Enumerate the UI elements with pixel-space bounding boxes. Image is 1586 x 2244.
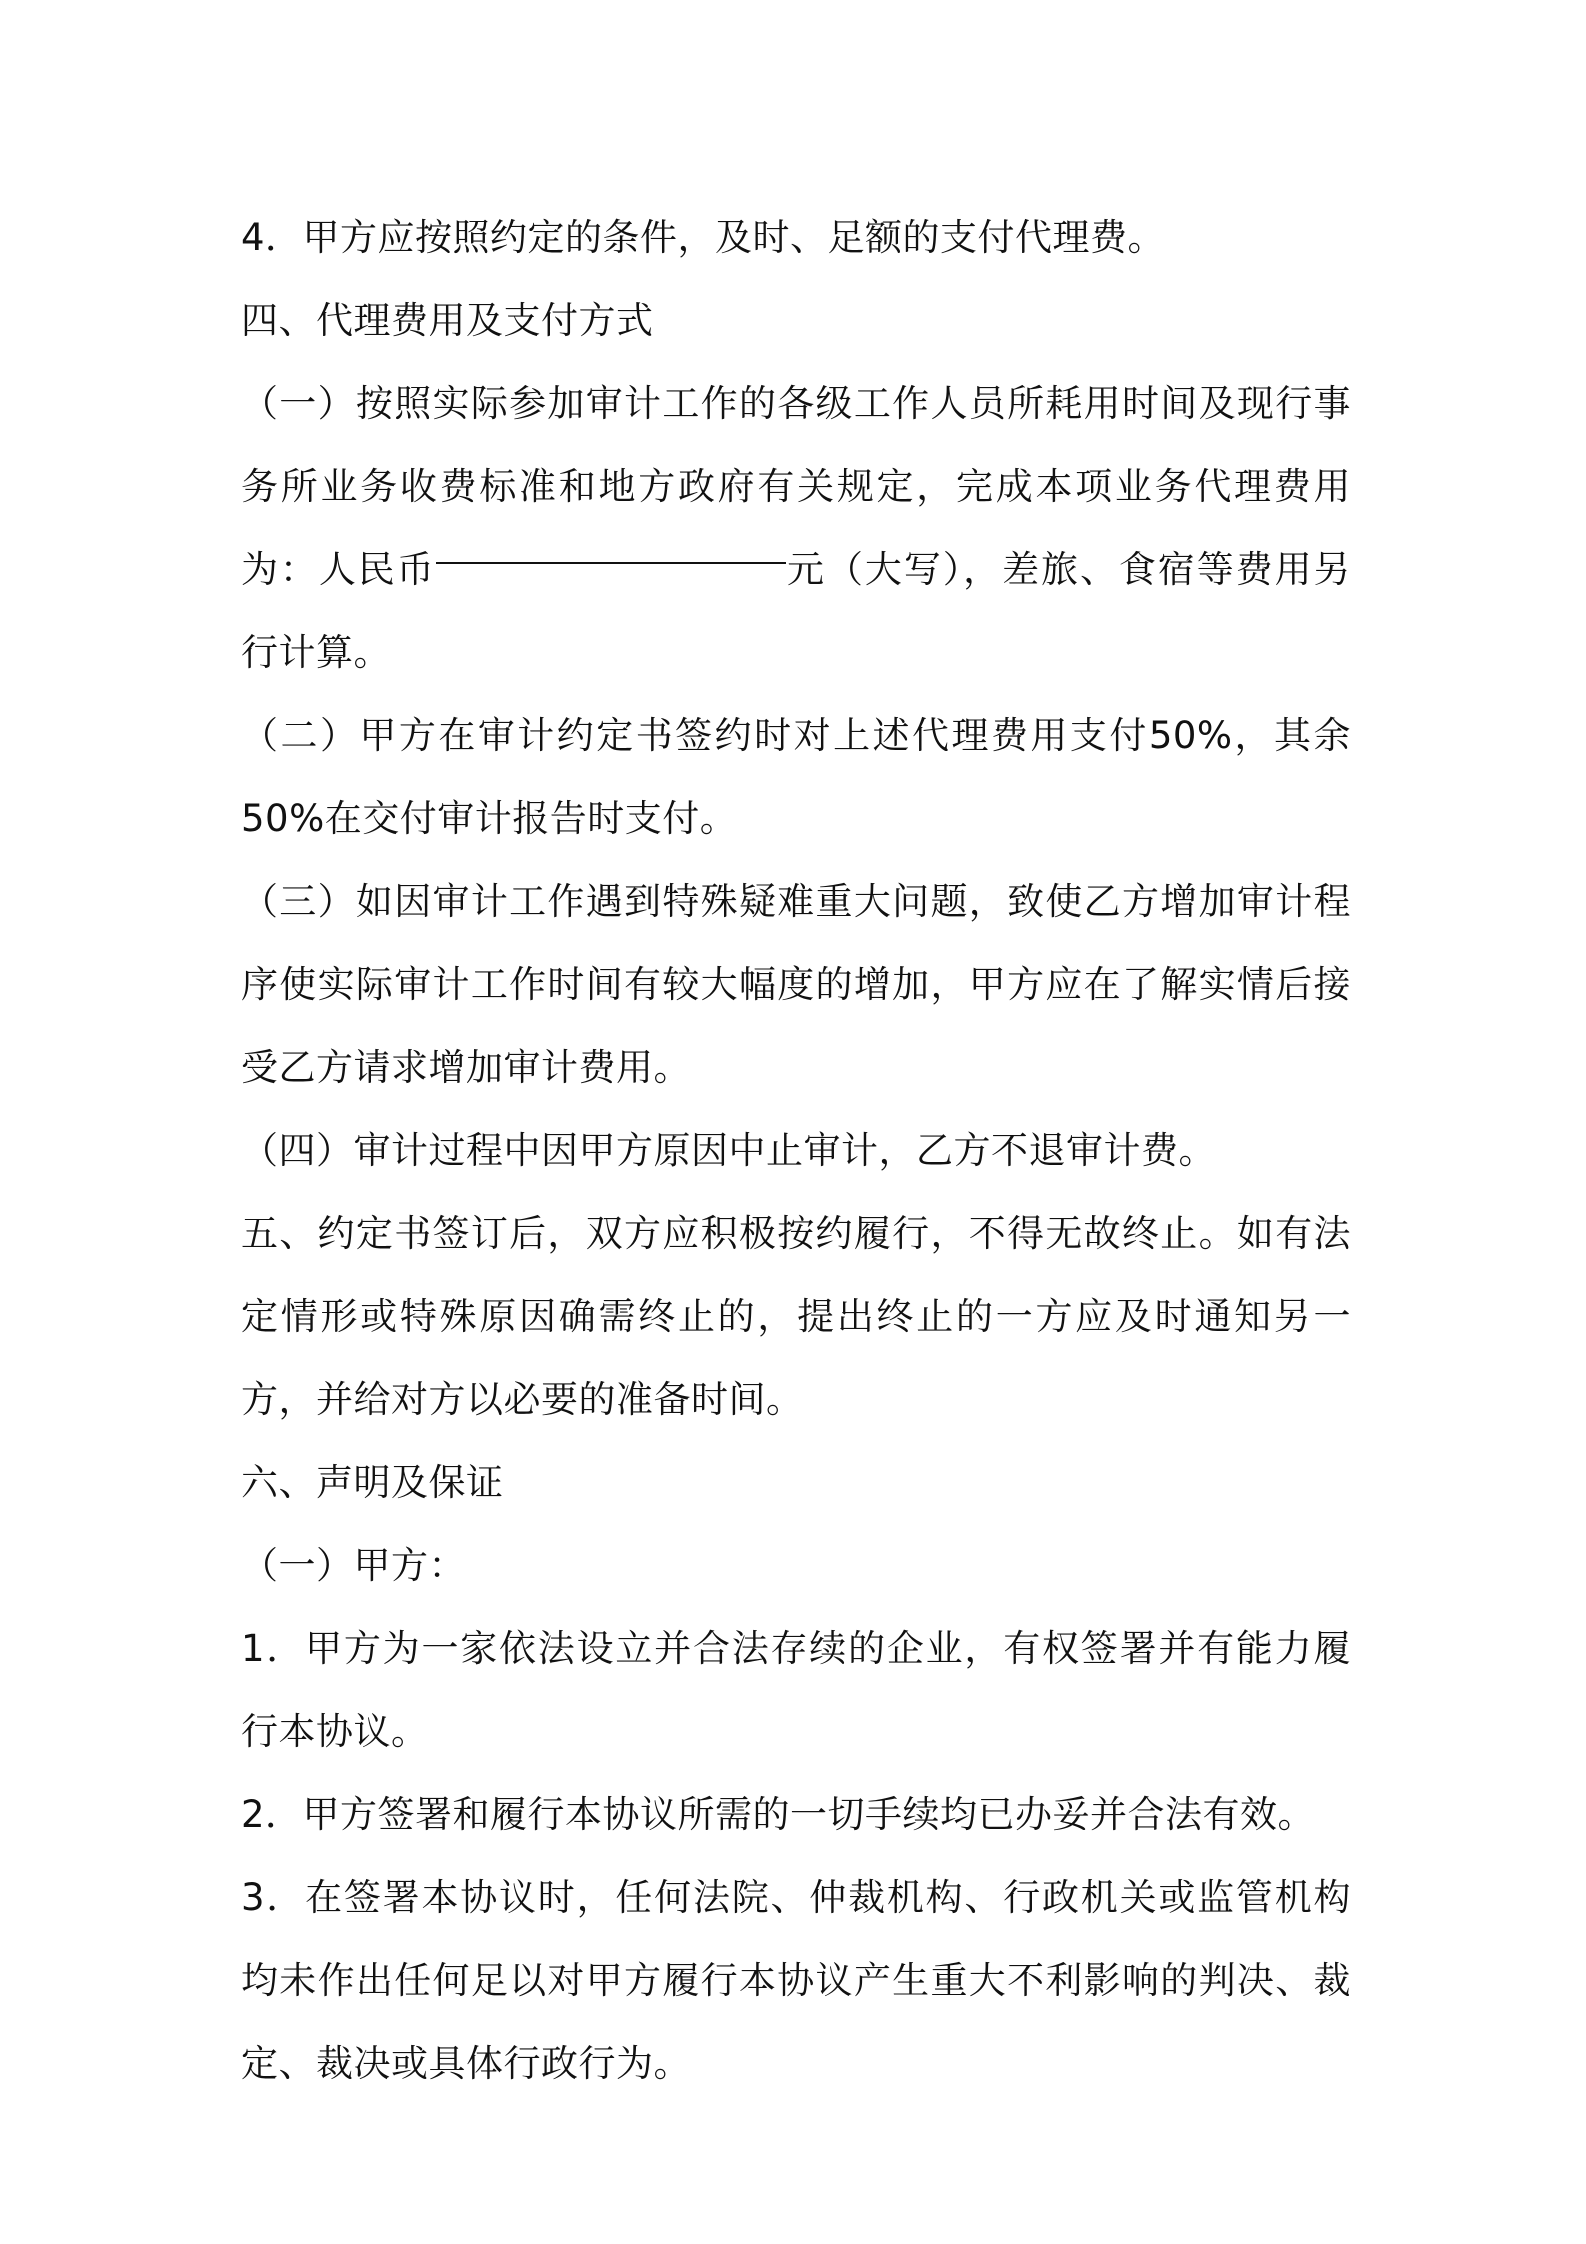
clause-fee-amount: [241, 362, 1351, 694]
section-6-heading: 六、声明及保证: [241, 1461, 504, 1504]
clause-additional-fee: （三）如因审计工作遇到特殊疑难重大问题，致使乙方增加审计程序使实际审计工作时间有较大幅度的增加，甲方应在了解实情后接受乙方请求增加审计费用。: [241, 880, 1351, 1089]
clause-no-refund: （四）审计过程中因甲方原因中止审计，乙方不退审计费。: [241, 1129, 1216, 1172]
section-5-termination: 五、约定书签订后，双方应积极按约履行，不得无故终止。如有法定情形或特殊原因确需终止的，提出终止的一方应及时通知另一方，并给对方以必要的准备时间。: [241, 1212, 1351, 1421]
party-a-subheading: （一）甲方：: [241, 1544, 466, 1587]
section-4-heading: 四、代理费用及支付方式: [241, 299, 654, 342]
clause-payment-schedule: （二）甲方在审计约定书签约时对上述代理费用支付50%，其余50%在交付审计报告时支付。: [241, 714, 1351, 840]
document-body: [241, 196, 1351, 2105]
warranty-1: 1．甲方为一家依法设立并合法存续的企业，有权签署并有能力履行本协议。: [241, 1627, 1351, 1753]
warranty-3: 3．在签署本协议时，任何法院、仲裁机构、行政机关或监管机构均未作出任何足以对甲方履行本协议产生重大不利影响的判决、裁定、裁决或具体行政行为。: [241, 1876, 1351, 2085]
amount-blank-line: [436, 528, 786, 564]
clause-fee-amount-tail: 元（大写），差旅、食宿等费用另行计算。: [241, 548, 1351, 674]
clause-fee-amount-text: （一）按照实际参加审计工作的各级工作人员所耗用时间及现行事务所业务收费标准和地方政府有关规定，完成本项业务代理费用为：人民币: [241, 382, 1351, 591]
warranty-2: 2．甲方签署和履行本协议所需的一切手续均已办妥并合法有效。: [241, 1793, 1316, 1836]
clause-4-payment: 4．甲方应按照约定的条件，及时、足额的支付代理费。: [241, 216, 1166, 259]
